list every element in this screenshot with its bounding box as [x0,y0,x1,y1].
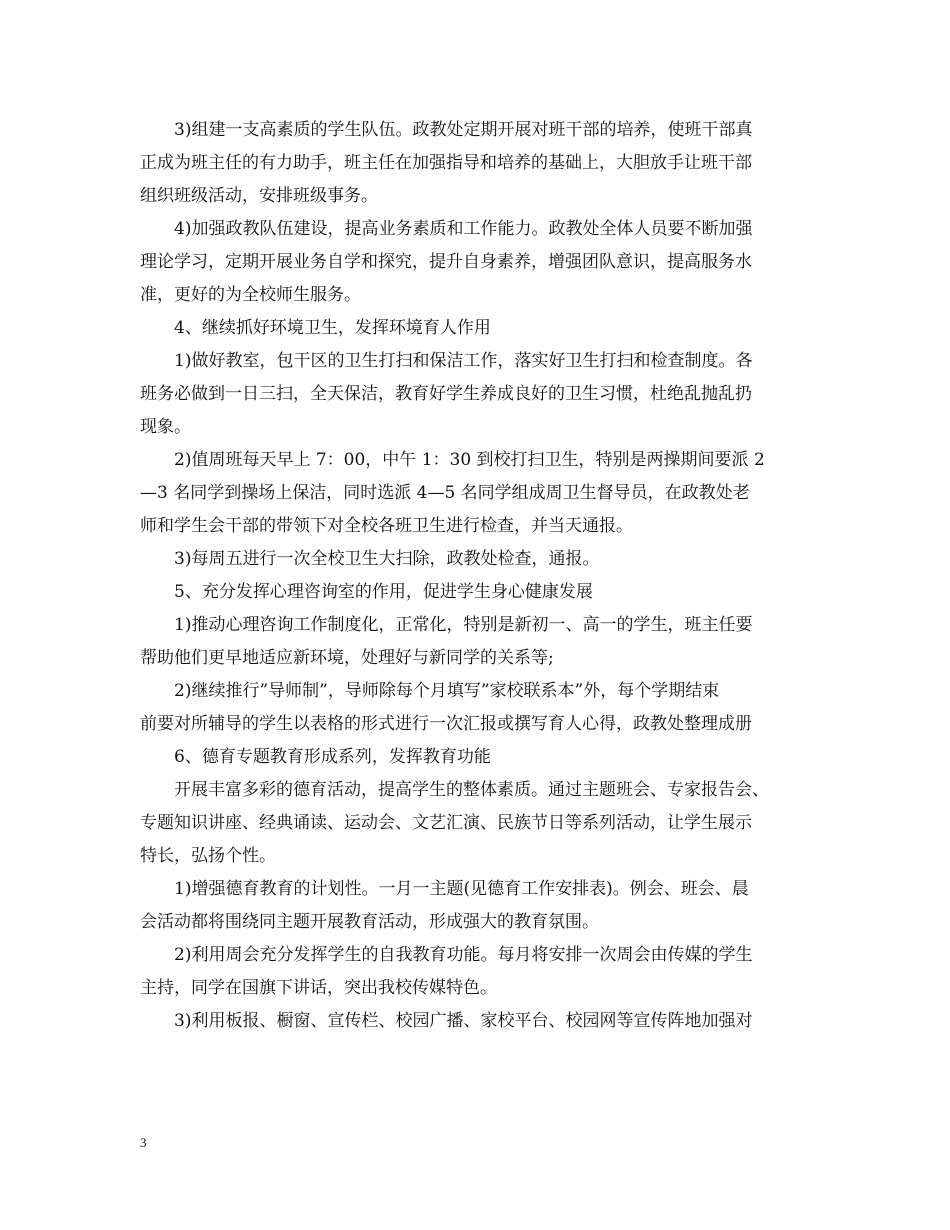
text-line: 4)加强政教队伍建设，提高业务素质和工作能力。政教处全体人员要不断加强 [174,219,753,239]
text-line: —3 名同学到操场上保洁，同时选派 4—5 名同学组成周卫生督导员，在政教处老 [140,483,750,503]
text-line: 2)值周班每天早上 7：00，中午 1：30 到校打扫卫生，特别是两操期间要派 2 [174,450,765,470]
page-number: 3 [140,1135,147,1150]
text-line: 会活动都将围绕同主题开展教育活动，形成强大的教育氛围。 [140,912,599,932]
text-line: 2)利用周会充分发挥学生的自我教育功能。每月将安排一次周会由传媒的学生 [174,945,753,965]
text-line: 正成为班主任的有力助手，班主任在加强指导和培养的基础上，大胆放手让班干部 [140,153,752,173]
text-line: 帮助他们更早地适应新环境，处理好与新同学的关系等; [140,648,554,668]
text-line: 前要对所辅导的学生以表格的形式进行一次汇报或撰写育人心得，政教处整理成册 [140,714,752,734]
text-line: 2)继续推行”导师制”，导师除每个月填写”家校联系本”外，每个学期结束 [174,681,720,701]
text-line: 3)组建一支高素质的学生队伍。政教处定期开展对班干部的培养，使班干部真 [174,120,753,140]
text-line: 3)利用板报、橱窗、宣传栏、校园广播、家校平台、校园网等宣传阵地加强对 [174,1011,753,1031]
section-heading: 5、充分发挥心理咨询室的作用，促进学生身心健康发展 [174,582,593,602]
text-line: 准，更好的为全校师生服务。 [140,285,361,305]
text-line: 专题知识讲座、经典诵读、运动会、文艺汇演、民族节日等系列活动，让学生展示 [140,813,752,833]
section-heading: 4、继续抓好环境卫生，发挥环境育人作用 [174,318,491,338]
text-line: 1)推动心理咨询工作制度化，正常化，特别是新初一、高一的学生，班主任要 [174,615,753,635]
text-line: 师和学生会干部的带领下对全校各班卫生进行检查，并当天通报。 [140,516,633,536]
text-line: 3)每周五进行一次全校卫生大扫除，政教处检查，通报。 [174,549,600,569]
text-line: 现象。 [140,417,191,437]
text-line: 1)增强德育教育的计划性。一月一主题(见德育工作安排表)。例会、班会、晨 [174,879,749,899]
text-line: 班务必做到一日三扫，全天保洁，教育好学生养成良好的卫生习惯，杜绝乱抛乱扔 [140,384,752,404]
text-line: 开展丰富多彩的德育活动，提高学生的整体素质。通过主题班会、专家报告会、 [174,780,769,800]
document-body [140,114,820,1038]
text-line: 1)做好教室，包干区的卫生打扫和保洁工作，落实好卫生打扫和检查制度。各 [174,351,753,371]
section-heading: 6、德育专题教育形成系列，发挥教育功能 [174,747,491,767]
text-line: 特长，弘扬个性。 [140,846,276,866]
text-line: 理论学习，定期开展业务自学和探究，提升自身素养，增强团队意识，提高服务水 [140,252,752,272]
text-line: 主持，同学在国旗下讲话，突出我校传媒特色。 [140,978,497,998]
text-line: 组织班级活动，安排班级事务。 [140,186,378,206]
